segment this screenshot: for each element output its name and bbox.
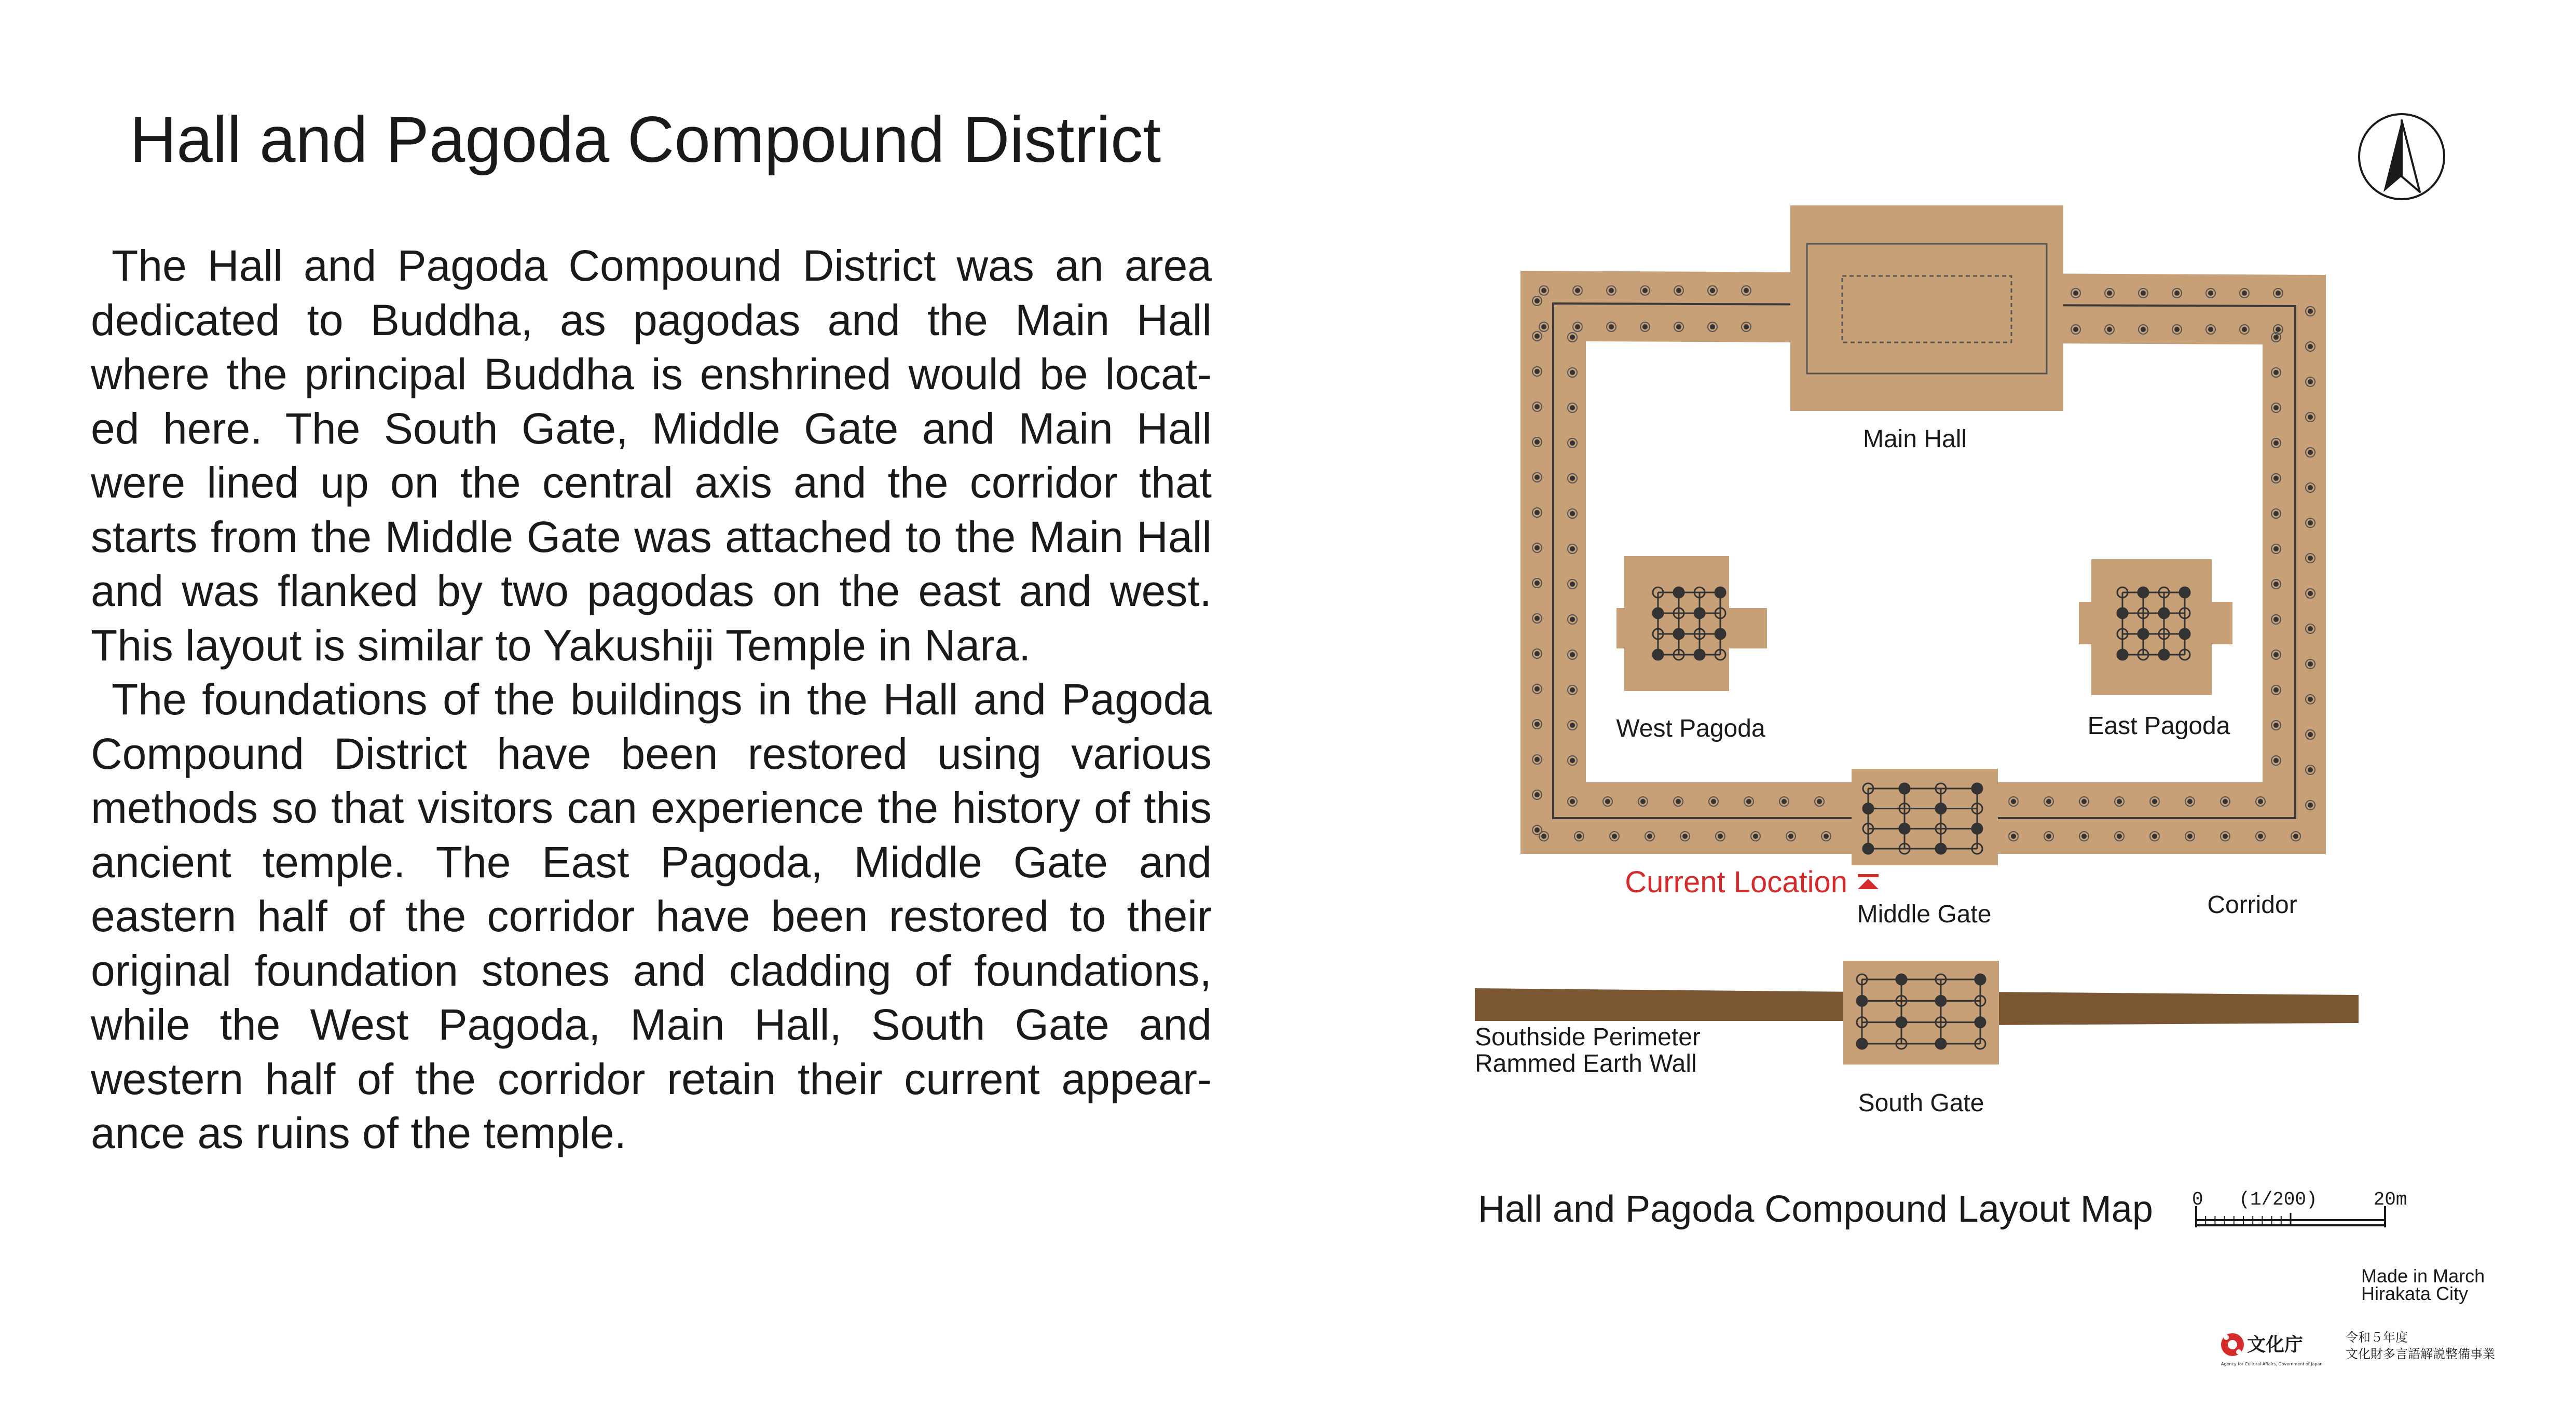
middle-gate-label: Middle Gate [1857,901,1992,928]
current-location-marker-icon [1858,874,1879,889]
page-title: Hall and Pagoda Compound District [130,104,1161,176]
south-gate-label: South Gate [1858,1089,1984,1117]
logo-subtitle: Agency for Cultural Affairs, Government of Japan [2221,1362,2323,1366]
west-pagoda-foundation [1616,556,1767,691]
made-in-label: Made in March [2361,1265,2485,1287]
main-hall-foundation [1790,205,2063,411]
scale-end: 20m [2373,1189,2407,1210]
corridor-label: Corridor [2207,891,2297,919]
west-pagoda-label: West Pagoda [1616,715,1765,742]
middle-gate-foundation [1852,769,1998,865]
city-label: Hirakata City [2361,1283,2469,1304]
project-line1: 令和５年度 [2346,1330,2408,1345]
wall-label-line2: Rammed Earth Wall [1475,1050,1697,1077]
project-line2: 文化財多言語解説整備事業 [2346,1347,2495,1361]
north-arrow-icon [2359,114,2444,199]
logo-text: 文化庁 [2247,1334,2304,1356]
paragraph-1: The Hall and Pagoda Compound District was an area dedicated to Buddha, as pagodas and the Main Hall where the principal Buddha is enshrined would be locat-ed here. The South Gate, Middle Gate and Main Hall were lined up on the central axis and the corridor that starts from the Middle Gate was attached to the Main Hall and was flanked by two pagodas on the east and west. This layout is similar to Yakushiji Temple in Nara. [91,241,1212,670]
paragraph-2: The foundations of the buildings in the Hall and Pagoda Compound District have been restored using various methods so that visitors can experience the history of this ancient temple. The East Pagoda, Middle Gate and eastern half of the corridor have been restored to their original foundation stones and cladding of foundations, while the West Pagoda, Main Hall, South Gate and western half of the corridor retain their current appear-ance as ruins of the temple. [91,675,1212,1157]
map-caption: Hall and Pagoda Compound Layout Map [1478,1188,2153,1230]
agency-logo [2221,1333,2322,1366]
east-pagoda-label: East Pagoda [2087,712,2230,740]
wall-label-line1: Southside Perimeter [1475,1024,1701,1051]
scale-start: 0 [2192,1189,2203,1210]
south-gate-foundation [1843,961,1999,1065]
main-hall-label: Main Hall [1862,425,1967,453]
current-location-label: Current Location [1625,865,1847,899]
east-pagoda-foundation [2079,559,2232,695]
scale-ratio: (1/200) [2239,1189,2318,1210]
